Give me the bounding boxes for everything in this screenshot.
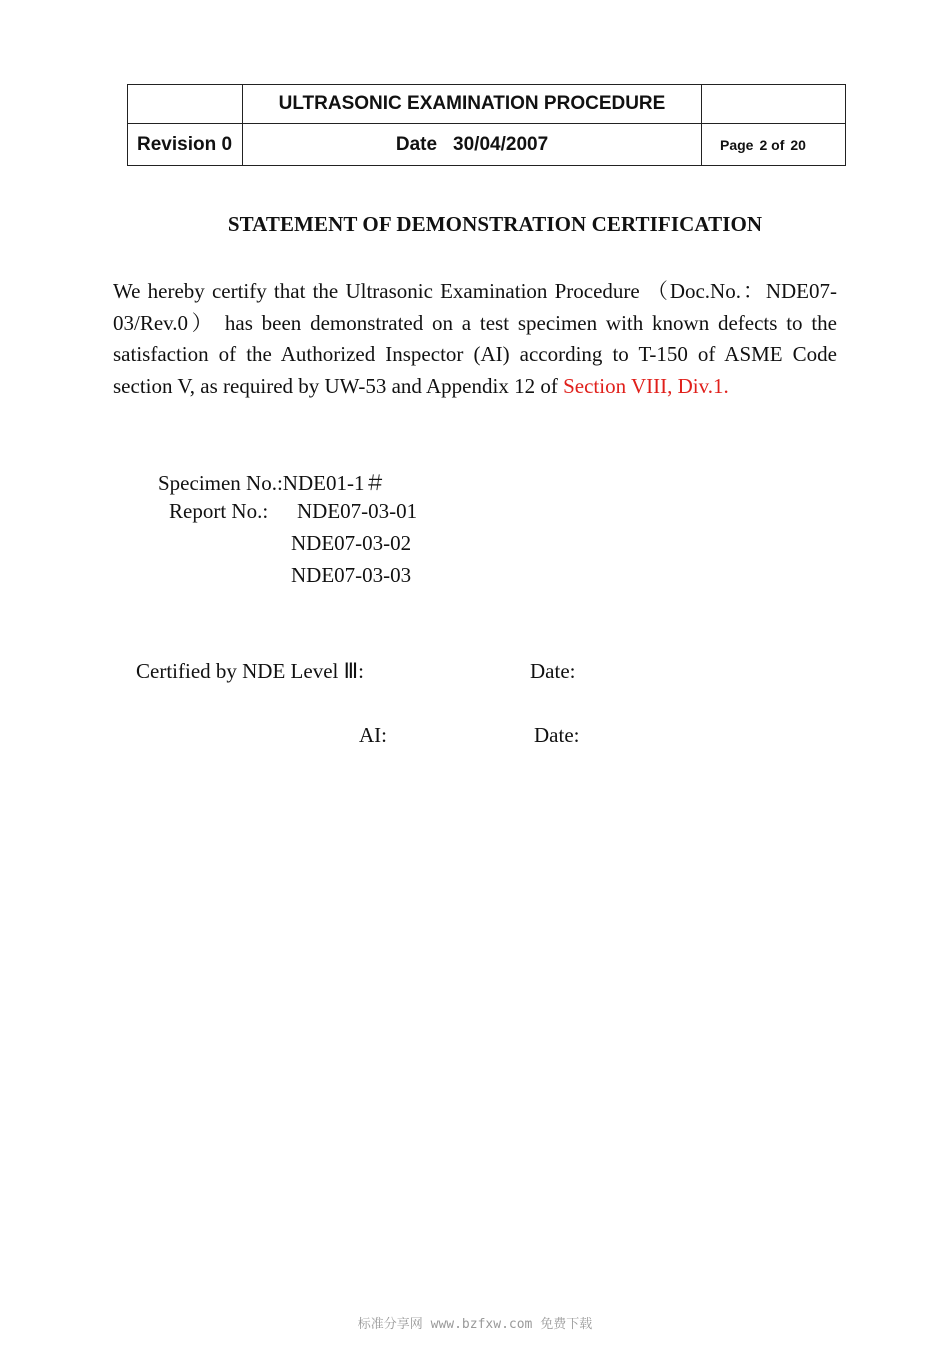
page-indicator bbox=[702, 124, 846, 166]
revision-label: Revision 0 bbox=[128, 124, 243, 166]
date-value: 30/04/2007 bbox=[453, 133, 549, 155]
report-label: Report No.: bbox=[169, 499, 269, 523]
footer-watermark: 标准分享网 www.bzfxw.com 免费下载 bbox=[357, 1317, 593, 1332]
document-header-table bbox=[127, 84, 846, 166]
paragraph-text: We hereby certify that the Ultrasonic Examination Procedure （Doc.No.：NDE07-03/Rev.0） has been demonstrated on a test specimen with known defects to the satisfaction of the Authorized Inspector (AI) according to T-150 of ASME Code section V, as required by UW-53 and Appendix 12 of bbox=[113, 279, 837, 398]
certified-by-label: Certified by NDE Level Ⅲ: bbox=[136, 659, 364, 683]
page-label: Page bbox=[720, 136, 754, 153]
header-blank-left bbox=[128, 85, 243, 124]
header-date bbox=[243, 124, 702, 166]
paragraph-highlight: Section VIII, Div.1. bbox=[563, 373, 729, 398]
ai-label: AI: bbox=[359, 723, 387, 747]
ai-date-label: Date: bbox=[534, 723, 580, 747]
certified-date-label: Date: bbox=[530, 659, 576, 683]
date-label: Date bbox=[395, 133, 438, 155]
header-blank-right bbox=[702, 85, 846, 124]
report-number-3: NDE07-03-03 bbox=[291, 563, 412, 587]
page-total: 20 bbox=[790, 136, 806, 153]
specimen-number: Specimen No.:NDE01-1＃ bbox=[158, 471, 386, 495]
statement-title: STATEMENT OF DEMONSTRATION CERTIFICATION bbox=[227, 212, 763, 236]
procedure-title: ULTRASONIC EXAMINATION PROCEDURE bbox=[243, 85, 702, 124]
certification-paragraph bbox=[113, 276, 837, 402]
report-number-1: NDE07-03-01 bbox=[297, 499, 418, 523]
page-current: 2 of bbox=[759, 136, 785, 153]
report-number-2: NDE07-03-02 bbox=[291, 531, 412, 555]
